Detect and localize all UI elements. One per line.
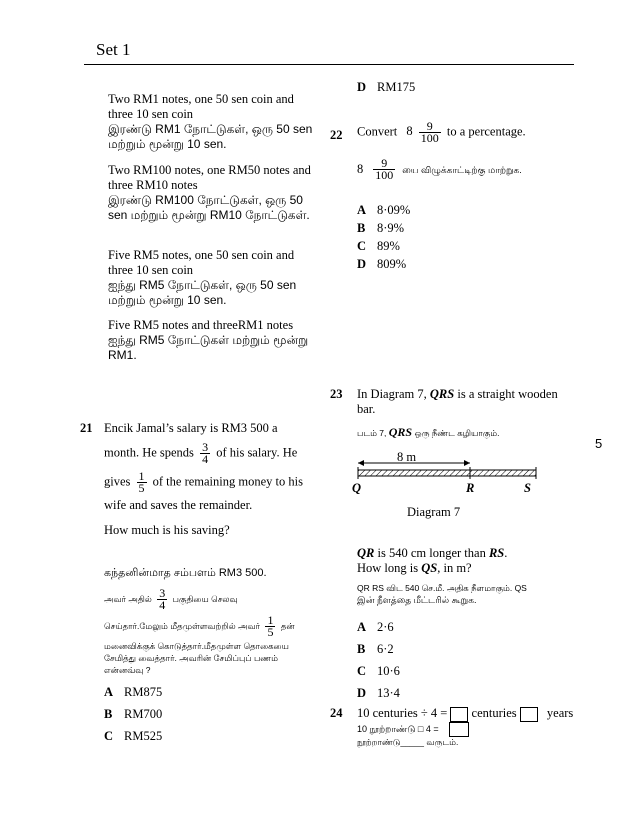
header-rule [84, 64, 574, 65]
q23-option-a: A 2·6 [357, 620, 394, 634]
q20-option-b-en: Two RM100 notes, one RM50 notes and three RM10 notes [108, 163, 311, 192]
q20-option-c-en: Five RM5 notes, one 50 sen coin and three 10 sen coin [108, 248, 295, 277]
q22-tamil: 8 $\frac{9}{100}$ யை விழுக்காட்டிற்கு மாற்றுக. [357, 156, 522, 182]
diagram-caption: Diagram 7 [407, 505, 461, 519]
diagram-label-q: Q [352, 481, 362, 495]
q24-answer-box-2 [520, 707, 538, 722]
q23-option-d: D 13·4 [357, 686, 400, 700]
q21-option-a: A RM875 [104, 685, 163, 699]
q21-body [104, 421, 324, 538]
q20-option-d [108, 318, 318, 363]
diagram-measure-label: 8 m [397, 450, 417, 464]
q21-frac-1-5: $\frac{1}{5}$ [138, 469, 145, 495]
q22-option-a: A 8·09% [357, 203, 411, 217]
q23-question: QR is 540 cm longer than RS. How long is QS, in m? QR RS விட 540 செ.மீ. அதிக நீளமாகும். QS இன் நீளத்தை மீட்டரில் கூறுக. [357, 546, 527, 605]
q21-number: 21 [80, 421, 93, 435]
q20-option-c [108, 248, 318, 308]
q24-line1: 10 centuries ÷ 4 = centuries years [357, 706, 574, 720]
q22-number: 22 [330, 128, 343, 142]
wooden-bar [358, 470, 536, 476]
q24-answer-box-1 [450, 707, 468, 722]
q20-option-c-ta: ஐந்து RM5 நோட்டுகள், ஒரு 50 sen மற்றும் மூன்று 10 sen. [108, 278, 297, 307]
diagram-label-s: S [524, 481, 531, 495]
diagram-label-r: R [466, 481, 475, 495]
q20-option-a-en: Two RM1 notes, one 50 sen coin and three 10 sen coin [108, 92, 294, 121]
q20-option-d-en: Five RM5 notes and threeRM1 notes [108, 318, 294, 332]
q21-line3: gives $\frac{1}{5}$ of the remaining money to his [104, 469, 303, 495]
q20-option-b-ta: இரண்டு RM100 நோட்டுகள், ஒரு 50 sen மற்றும் மூன்று RM10 நோட்டுகள். [108, 193, 310, 222]
diagram-7 [350, 445, 545, 500]
q21-option-c: C RM525 [104, 729, 163, 743]
q21-line4: wife and saves the remainder. [104, 498, 253, 512]
q23-body: In Diagram 7, QRS is a straight wooden bar. படம் 7, QRS ஒரு நீண்ட கழியாகும். [357, 387, 558, 439]
q24-line2: 10 நூற்றாண்டு □ 4 = [357, 722, 469, 737]
q22-option-c: C 89% [357, 239, 400, 253]
q20-right-option-d: D RM175 [357, 80, 416, 94]
q20-option-b [108, 163, 318, 223]
q21-question: How much is his saving? [104, 523, 230, 537]
q21-line1: Encik Jamal’s salary is RM3 500 a [104, 421, 278, 435]
q22-option-b: B 8·9% [357, 221, 405, 235]
q23-number: 23 [330, 387, 343, 401]
q23-option-c: C 10·6 [357, 664, 400, 678]
page-header: Set 1 [96, 40, 131, 59]
q22-option-d: D 809% [357, 257, 407, 271]
q20-option-a-ta: இரண்டு RM1 நோட்டுகள், ஒரு 50 sen மற்றும் மூன்று 10 sen. [108, 122, 313, 151]
q21-frac-3-4: $\frac{3}{4}$ [202, 440, 209, 466]
q22-prompt: Convert 8 $\frac{9}{100}$ to a percentage. [357, 119, 526, 145]
page-number: 5 [595, 436, 603, 451]
q22-frac: $\frac{9}{100}$ [420, 119, 439, 145]
q21-line2: month. He spends $\frac{3}{4}$ of his salary. He [104, 440, 298, 466]
q21-tamil: கந்தனின்மாத சம்பளம் RM3 500. அவர் அதில் $\frac{3}{4}$ பகுதியை செலவு செய்தார்.மேலும் மீதமுள்ளவற்றில் அவர் $\frac{1}{5}$ தன் மனைவிக்குக் கொடுத்தார்.மீதமுள்ள தொகையை சேமித்து வைத்தார். அவரின் சேமிப்புப் பணம் என்னவ்வு ? [104, 567, 295, 675]
q24-line3: நூற்றாண்டு_____ வருடம். [357, 737, 459, 747]
q21-option-b: B RM700 [104, 707, 163, 721]
q23-option-b: B 6·2 [357, 642, 394, 656]
q20-option-a [108, 92, 318, 152]
q24-number: 24 [330, 706, 343, 720]
q24-answer-box-3 [449, 722, 469, 737]
q20-option-d-ta: ஐந்து RM5 நோட்டுகள் மற்றும் மூன்று RM1. [108, 333, 309, 362]
